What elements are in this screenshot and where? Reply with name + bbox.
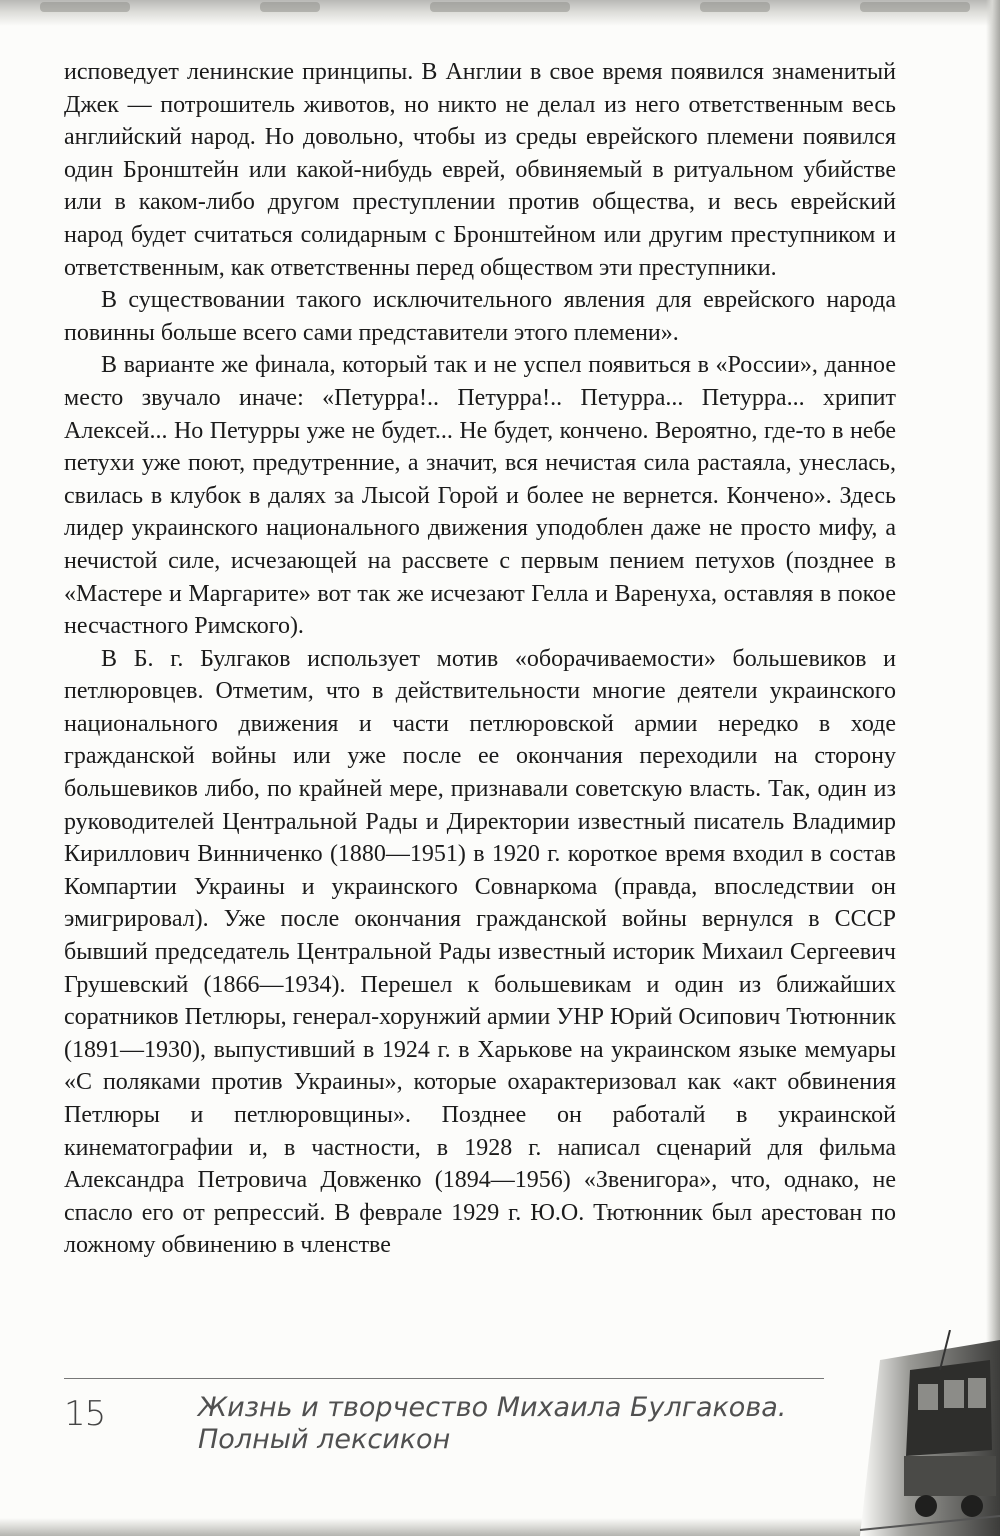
running-title-line-2: Полный лексикон (198, 1424, 451, 1455)
page-top-edge (0, 0, 1000, 26)
paragraph-2: В существовании такого исключительного явления для еврейского народа повинны больше всего сами представители этого племени». (64, 287, 896, 346)
page-number: 15 (64, 1394, 106, 1434)
paragraph-1: исповедует ленинские принципы. В Англии в свое время появился знаменитый Джек — потрошитель животов, но никто не делал из него ответственным весь английский народ. Но довольно, чтобы из среды еврейского племени появился один Бронштейн или какой-нибудь еврей, обвиняемый в ритуальном убийстве или в каком-либо другом преступлении против общества, и весь еврейский народ будет считаться солидарным с Бронштейном или другим преступником и ответственным, как ответственны перед обществом эти преступники. (64, 59, 896, 281)
page-right-edge (986, 0, 1000, 1536)
page-body-text (64, 56, 896, 1262)
tram-photo-image (840, 1330, 1000, 1536)
paragraph-3: В варианте же финала, который так и не успел появиться в «России», данное место звучало иначе: «Петурра!.. Петурра!.. Петурра... Петурра... хрипит Алексей... Но Петурры уже не будет... Не будет, кончено. Вероятно, где-то в небе петухи уже поют, предутренние, а значит, вся нечистая сила растаяла, унеслась, свилась в клубок в далях за Лысой Горой и более не вернется. Кончено». Здесь лидер украинского национального движения уподоблен даже не просто мифу, а нечистой силе, исчезающей на рассвете с первым пением петухов (позднее в «Мастере и Маргарите» вот так же исчезают Гелла и Варенуха, оставляя в покое несчастного Римского). (64, 352, 896, 640)
footer-divider (64, 1378, 824, 1379)
running-title-line-1: Жизнь и творчество Михаила Булгакова. (198, 1392, 787, 1423)
running-title (198, 1392, 786, 1456)
paragraph-4: В Б. г. Булгаков использует мотив «оборачиваемости» большевиков и петлюровцев. Отметим, что в действительности многие деятели украинского национального движения и части петлюровской армии нередко в ходе гражданской войны или уже после ее окончания переходили на сторону большевиков либо, по крайней мере, признавали советскую власть. Так, один из руководителей Центральной Рады и Директории известный писатель Владимир Кириллович Винниченко (1880—1951) в 1920 г. короткое время входил в состав Компартии Украины и украинского Совнаркома (правда, впоследствии он эмигрировал). Уже после окончания гражданской войны вернулся в СССР бывший председатель Центральной Рады известный историк Михаил Сергеевич Грушевский (1866—1934). Перешел к большевикам и один из ближайших соратников Петлюры, генерал-хорунжий армии УНР Юрий Осипович Тютюнник (1891—1930), выпустивший в 1924 г. в Харькове на украинском языке мемуары «С поляками против Украины», которые охарактеризовал как «акт обвинения Петлюры и петлюровщины». Позднее он работалй в украинской кинематографии и, в частности, в 1928 г. написал сценарий для фильма Александра Петровича Довженко (1894—1956) «Звенигора», что, однако, не спасло его от репрессий. В феврале 1929 г. Ю.О. Тютюнник был арестован по ложному обвинению в членстве (64, 645, 896, 1259)
